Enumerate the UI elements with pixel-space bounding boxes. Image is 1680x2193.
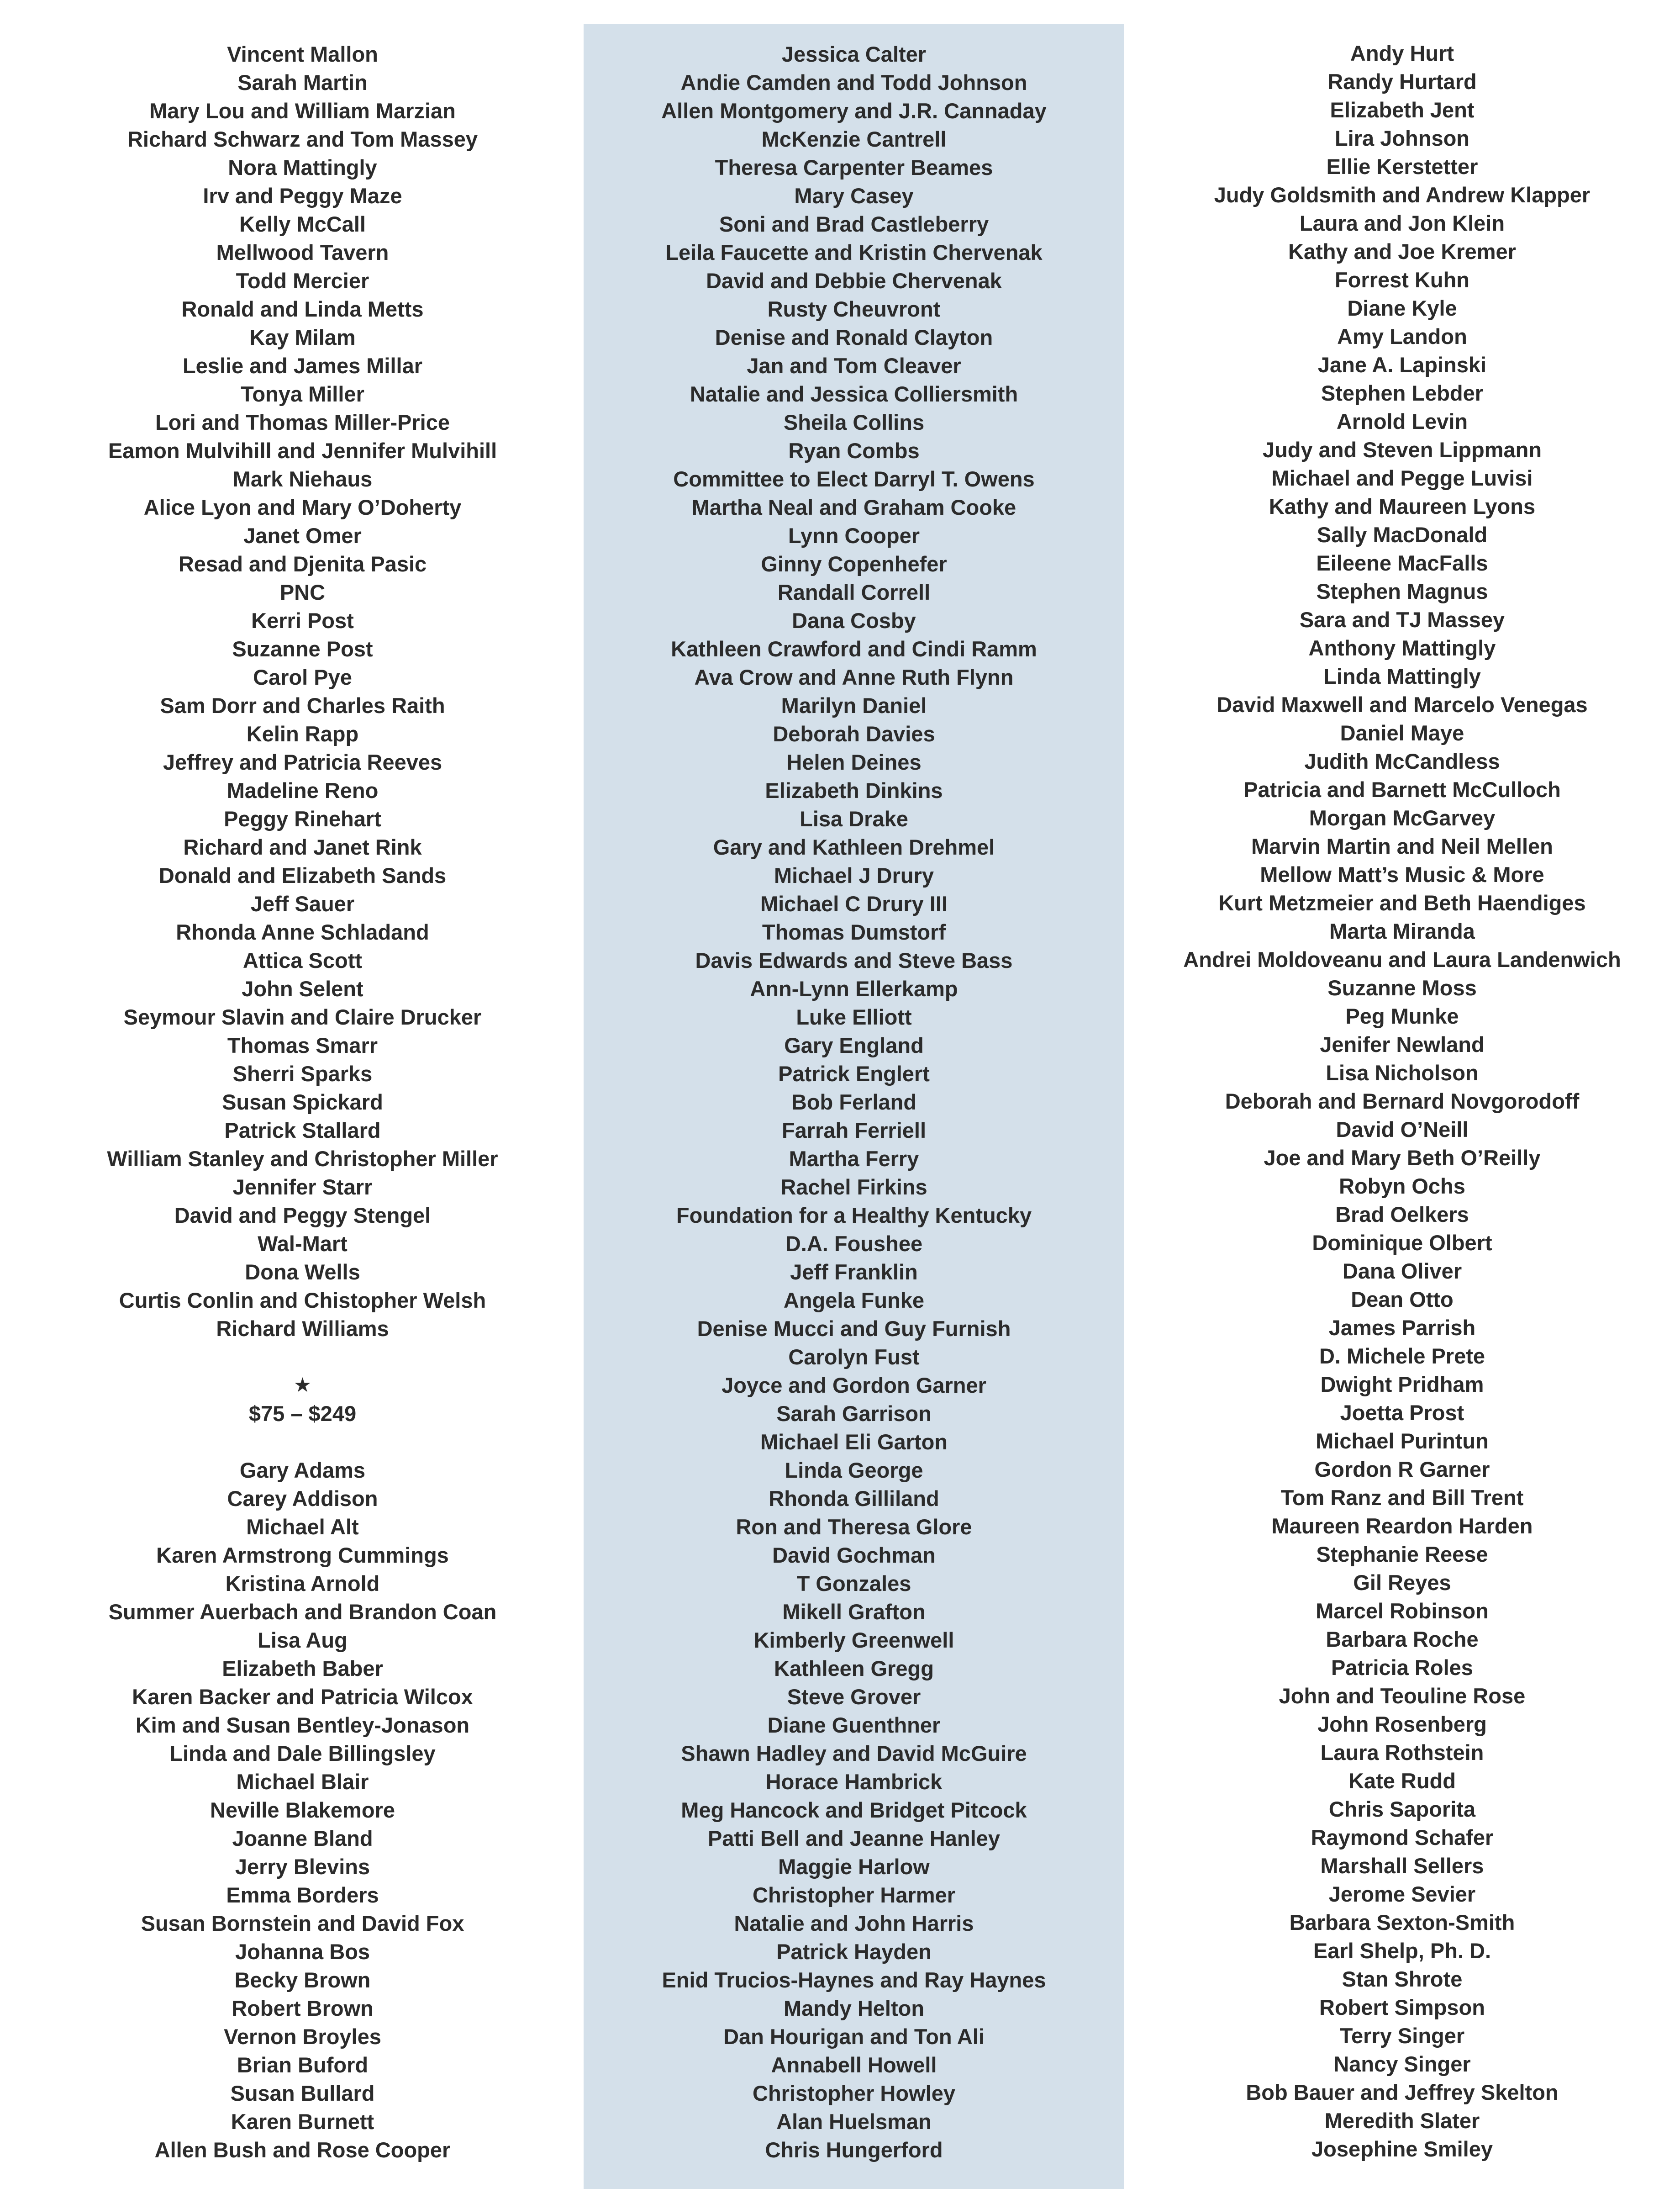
donor-name: Joe and Mary Beth O’Reilly [1264,1146,1541,1170]
donor-name: Peg Munke [1345,1004,1459,1028]
donor-name: Josephine Smiley [1311,2137,1493,2161]
donor-name: Jessica Calter [781,42,927,66]
donor-name: John Rosenberg [1317,1712,1487,1736]
donor-name: Robert Simpson [1319,1995,1485,2019]
donor-name: Maggie Harlow [778,1855,930,1879]
donor-name: Laura and Jon Klein [1299,211,1505,235]
donor-name: Robert Brown [232,1996,374,2020]
donor-name: Karen Backer and Patricia Wilcox [132,1685,473,1709]
donor-name: Jeff Sauer [250,892,355,916]
donor-name: David O’Neill [1336,1117,1469,1141]
donor-name: Stan Shrote [1342,1967,1463,1991]
donor-name: Susan Bullard [230,2081,375,2105]
donor-name: Robyn Ochs [1339,1174,1465,1198]
donor-name: Foundation for a Healthy Kentucky [676,1203,1032,1227]
donor-name: Steve Grover [787,1685,921,1709]
donor-name: Linda and Dale Billingsley [169,1741,436,1765]
donor-name: D.A. Foushee [785,1231,923,1256]
donor-name: Sarah Garrison [776,1401,932,1426]
donor-name: Amy Landon [1337,324,1467,349]
donor-name: Marvin Martin and Neil Mellen [1251,834,1553,858]
donor-name: Ginny Copenhefer [761,552,947,576]
donor-name: Sheila Collins [783,410,925,434]
donor-name: Jerry Blevins [235,1855,370,1879]
donor-name: Brian Buford [237,2053,369,2077]
donor-name: Attica Scott [242,948,363,972]
donor-name: Dean Otto [1351,1287,1454,1311]
donor-name: Patrick Stallard [224,1118,381,1142]
donor-name: Vernon Broyles [224,2024,381,2049]
donor-name: Michael J Drury [774,863,934,888]
donor-name: Patrick Englert [778,1062,930,1086]
donor-name: Sam Dorr and Charles Raith [160,693,445,718]
donor-name: Diane Kyle [1347,296,1457,320]
donor-name: Stephanie Reese [1316,1542,1488,1566]
donor-name: Dwight Pridham [1320,1372,1484,1396]
donor-name: Kelin Rapp [246,722,359,746]
donor-name: Gary England [784,1033,924,1057]
donor-name: Kathy and Maureen Lyons [1269,494,1536,518]
donor-name: Deborah Davies [773,722,935,746]
donor-name: Marilyn Daniel [781,693,927,718]
donor-name: Madeline Reno [226,778,379,803]
donor-name: Rusty Cheuvront [767,297,941,321]
donor-name: Lisa Aug [258,1628,348,1652]
donor-name: Vincent Mallon [227,42,378,66]
donor-name: Kelly McCall [239,212,366,236]
donor-name: Linda Mattingly [1323,664,1481,688]
donor-name: Mikell Grafton [782,1600,926,1624]
donor-name: Jeffrey and Patricia Reeves [163,750,442,774]
donor-name: Martha Neal and Graham Cooke [691,495,1016,519]
donor-name: Becky Brown [234,1968,371,1992]
donor-name: Jerome Sevier [1328,1882,1476,1906]
donor-name: Terry Singer [1339,2024,1465,2048]
donor-name: D. Michele Prete [1319,1344,1485,1368]
donor-name: Kathy and Joe Kremer [1288,239,1516,264]
donor-name: Richard Williams [216,1316,389,1341]
donor-name: PNC [279,580,326,604]
donor-name: Rhonda Gilliland [769,1486,939,1511]
donor-name: Mellow Matt’s Music & More [1260,862,1544,887]
donor-name: Dan Hourigan and Ton Ali [723,2024,985,2049]
donor-name: Davis Edwards and Steve Bass [695,948,1013,972]
donor-name: Laura Rothstein [1320,1740,1484,1765]
donor-name: Joetta Prost [1340,1400,1464,1425]
donor-name: Jane A. Lapinski [1317,353,1487,377]
donor-name: Annabell Howell [771,2053,937,2077]
donor-name: Diane Guenthner [767,1713,941,1737]
donor-name: Leslie and James Millar [182,354,423,378]
donor-name: Gary and Kathleen Drehmel [713,835,995,859]
donor-name: Forrest Kuhn [1334,268,1470,292]
donor-name: John Selent [242,977,363,1001]
donor-name: Mandy Helton [783,1996,925,2020]
donor-name: Mary Lou and William Marzian [149,99,456,123]
donor-name: Alice Lyon and Mary O’Doherty [143,495,462,519]
donor-name: Randy Hurtard [1327,69,1477,94]
donor-name: Resad and Djenita Pasic [178,552,427,576]
donor-name: Kerri Post [251,608,354,633]
donor-name: Ronald and Linda Metts [181,297,424,321]
donor-name: Chris Saporita [1328,1797,1476,1821]
donor-name: Carey Addison [227,1486,378,1511]
donor-name: Marcel Robinson [1316,1599,1489,1623]
donor-name: Johanna Bos [235,1939,370,1964]
donor-name: Eamon Mulvihill and Jennifer Mulvihill [108,439,497,463]
donor-name: Tonya Miller [241,382,364,406]
donor-name: Barbara Roche [1326,1627,1479,1651]
donor-name: Sally MacDonald [1317,523,1488,547]
donor-name: Stephen Lebder [1321,381,1484,405]
donor-name: Kathleen Gregg [774,1656,934,1680]
donor-name: Ann-Lynn Ellerkamp [750,977,958,1001]
donor-name: Daniel Maye [1340,721,1464,745]
donor-name: Luke Elliott [796,1005,912,1029]
donor-name: Farrah Ferriell [781,1118,927,1142]
donor-name: Kate Rudd [1348,1769,1456,1793]
donor-name: Committee to Elect Darryl T. Owens [673,467,1035,491]
donor-name: Donald and Elizabeth Sands [158,863,447,888]
donor-name: Karen Burnett [231,2109,374,2134]
donor-name: Gordon R Garner [1314,1457,1490,1481]
donor-name: Curtis Conlin and Chistopher Welsh [119,1288,486,1312]
donor-name: Enid Trucios-Haynes and Ray Haynes [662,1968,1046,1992]
donor-name: Elizabeth Baber [222,1656,383,1680]
donor-name: Christopher Harmer [753,1883,955,1907]
donor-name: Lira Johnson [1334,126,1470,150]
donor-name: Suzanne Post [232,637,373,661]
donor-name: Brad Oelkers [1335,1202,1469,1226]
donor-name: Raymond Schafer [1311,1825,1494,1850]
donor-name: Arnold Levin [1336,409,1468,433]
donor-name: Allen Bush and Rose Cooper [154,2138,451,2162]
donor-name: Joanne Bland [232,1826,373,1850]
donor-name: Denise Mucci and Guy Furnish [697,1316,1011,1341]
donor-name: Horace Hambrick [765,1770,943,1794]
donor-name: Sara and TJ Massey [1299,608,1505,632]
donor-name: Kristina Arnold [225,1571,380,1596]
donor-name: Ellie Kerstetter [1326,154,1478,179]
donor-name: Joyce and Gordon Garner [722,1373,986,1397]
donor-name: Ava Crow and Anne Ruth Flynn [694,665,1014,689]
donor-name: Maureen Reardon Harden [1271,1514,1533,1538]
donor-name: Barbara Sexton-Smith [1289,1910,1515,1934]
donor-name: Bob Bauer and Jeffrey Skelton [1246,2080,1559,2104]
donor-name: Kurt Metzmeier and Beth Haendiges [1218,891,1586,915]
donor-name: David Gochman [772,1543,936,1567]
donor-name: David Maxwell and Marcelo Venegas [1217,692,1588,717]
donor-name: Seymour Slavin and Claire Drucker [123,1005,482,1029]
donor-name: Janet Omer [243,523,362,548]
donor-name: John and Teouline Rose [1279,1684,1526,1708]
donor-name: McKenzie Cantrell [761,127,947,151]
donor-name: Rhonda Anne Schladand [176,920,429,944]
donor-name: Jennifer Starr [232,1175,373,1199]
donor-name: William Stanley and Christopher Miller [107,1147,498,1171]
donor-name: Deborah and Bernard Novgorodoff [1225,1089,1580,1113]
donor-name: Elizabeth Jent [1330,98,1475,122]
donor-name: Earl Shelp, Ph. D. [1313,1939,1491,1963]
donor-name: David and Debbie Chervenak [706,269,1002,293]
donor-name: Wal-Mart [258,1231,348,1256]
donor-name: Ron and Theresa Glore [736,1515,972,1539]
donor-name: Susan Spickard [222,1090,383,1114]
donor-name: T Gonzales [796,1571,911,1596]
donor-name: Denise and Ronald Clayton [715,325,993,349]
donor-name: Ryan Combs [788,439,920,463]
donor-name: Todd Mercier [236,269,369,293]
donor-name: Summer Auerbach and Brandon Coan [108,1600,497,1624]
donor-name: Richard and Janet Rink [183,835,422,859]
donor-name: Dana Cosby [792,608,916,633]
donor-name: Andie Camden and Todd Johnson [680,70,1027,95]
donor-name: Martha Ferry [789,1147,919,1171]
donor-name: Michael Blair [236,1770,369,1794]
donor-name: Michael and Pegge Luvisi [1271,466,1533,490]
donor-name: Linda George [785,1458,923,1482]
donor-name: Theresa Carpenter Beames [715,155,993,180]
donor-name: Andy Hurt [1350,41,1454,65]
donor-name: Jeff Franklin [790,1260,918,1284]
donor-name: Marshall Sellers [1320,1854,1484,1878]
donor-name: Andrei Moldoveanu and Laura Landenwich [1183,947,1621,972]
donor-name: Sherri Sparks [232,1062,373,1086]
donor-name: Carolyn Fust [788,1345,920,1369]
donor-name: Gary Adams [239,1458,366,1482]
donor-name: Shawn Hadley and David McGuire [681,1741,1027,1765]
donor-name: Marta Miranda [1329,919,1475,943]
donor-name: Peggy Rinehart [224,807,381,831]
donor-name: Kim and Susan Bentley-Jonason [135,1713,470,1737]
donor-name: David and Peggy Stengel [174,1203,431,1227]
donor-name: Sarah Martin [237,70,368,95]
donor-name: Karen Armstrong Cummings [156,1543,449,1567]
donor-name: Morgan McGarvey [1309,806,1496,830]
donor-name: Lori and Thomas Miller-Price [155,410,450,434]
donor-name: Nora Mattingly [228,155,377,180]
donor-name: Soni and Brad Castleberry [719,212,989,236]
donor-name: Mellwood Tavern [216,240,389,264]
donor-name: Lynn Cooper [788,523,920,548]
donor-name: Meredith Slater [1324,2108,1480,2133]
donor-name: Patricia Roles [1331,1655,1473,1680]
donor-name: Lisa Nicholson [1326,1061,1479,1085]
donor-name: Suzanne Moss [1327,976,1477,1000]
donor-list-left-bottom [109,1456,497,2164]
donor-name: James Parrish [1328,1316,1476,1340]
donor-name: Mary Casey [794,184,914,208]
donor-name: Carol Pye [253,665,352,689]
donor-name: Emma Borders [226,1883,379,1907]
star-divider: ★ [293,1374,312,1396]
donor-name: Tom Ranz and Bill Trent [1280,1485,1524,1510]
donor-name: Dona Wells [245,1260,360,1284]
donor-name: Eileene MacFalls [1316,551,1488,575]
donor-name: Thomas Dumstorf [762,920,946,944]
donor-name: Richard Schwarz and Tom Massey [127,127,478,151]
donor-name: Irv and Peggy Maze [203,184,402,208]
donor-name: Mark Niehaus [232,467,373,491]
donor-name: Michael C Drury III [760,892,948,916]
donor-name: Meg Hancock and Bridget Pitcock [681,1798,1027,1822]
donor-name: Christopher Howley [753,2081,955,2105]
donor-name: Nancy Singer [1333,2052,1471,2076]
donor-name: Rachel Firkins [780,1175,927,1199]
donor-name: Helen Deines [786,750,922,774]
donor-name: Stephen Magnus [1316,579,1488,603]
donor-list-left-top [107,40,498,1343]
donor-name: Alan Huelsman [776,2109,932,2134]
donor-name: Chris Hungerford [765,2138,943,2162]
middle-column [584,24,1124,2189]
donor-name: Allen Montgomery and J.R. Cannaday [661,99,1047,123]
donor-name: Bob Ferland [791,1090,917,1114]
donor-name: Patricia and Barnett McCulloch [1243,777,1561,802]
donor-name: Leila Faucette and Kristin Chervenak [665,240,1043,264]
tier-heading: $75 – $249 [248,1401,357,1426]
donor-name: Gil Reyes [1353,1570,1451,1595]
donor-name: Anthony Mattingly [1308,636,1496,660]
donor-name: Randall Correll [777,580,931,604]
donor-name: Natalie and John Harris [734,1911,974,1935]
donor-name: Susan Bornstein and David Fox [141,1911,464,1935]
donor-name: Patrick Hayden [776,1939,932,1964]
donor-name: Kimberly Greenwell [753,1628,954,1652]
donor-name: Natalie and Jessica Colliersmith [690,382,1018,406]
donor-name: Judith McCandless [1304,749,1500,773]
donor-name: Neville Blakemore [210,1798,395,1822]
donor-name: Kathleen Crawford and Cindi Ramm [671,637,1037,661]
donor-name: Elizabeth Dinkins [765,778,943,803]
donor-name: Michael Purintun [1316,1429,1489,1453]
donor-name: Lisa Drake [800,807,908,831]
donor-name: Michael Alt [246,1515,359,1539]
left-column [0,0,605,2193]
donor-name: Michael Eli Garton [760,1430,948,1454]
right-column [1124,0,1680,2193]
donor-name: Jan and Tom Cleaver [747,354,961,378]
donor-name: Kay Milam [249,325,356,349]
donor-name: Judy Goldsmith and Andrew Klapper [1214,183,1590,207]
donor-name: Jenifer Newland [1320,1032,1485,1057]
donor-name: Patti Bell and Jeanne Hanley [708,1826,1000,1850]
donor-name: Judy and Steven Lippmann [1262,438,1542,462]
donor-name: Angela Funke [783,1288,925,1312]
donor-name: Dominique Olbert [1312,1231,1492,1255]
donor-list-right [1183,39,1621,2163]
donor-list-middle [661,40,1047,2164]
donor-name: Dana Oliver [1342,1259,1462,1283]
donor-name: Thomas Smarr [227,1033,378,1057]
